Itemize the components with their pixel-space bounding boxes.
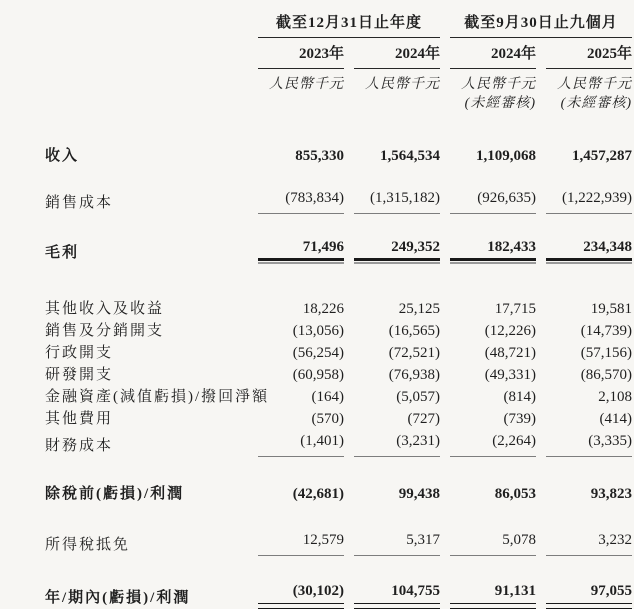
table-row-rd-expenses <box>45 364 632 386</box>
table-row-gross-profit <box>45 236 632 264</box>
value-9m2024: 86,053 <box>494 486 536 502</box>
audit-note <box>258 94 344 113</box>
row-label: 財務成本 <box>45 438 114 454</box>
value-2023: (42,681) <box>292 486 344 502</box>
value-2023: (60,958) <box>292 367 344 383</box>
table-row-revenue <box>45 145 632 167</box>
value-2024: (16,565) <box>388 323 440 339</box>
value-2024: (5,057) <box>396 389 440 405</box>
value-9m2024: 17,715 <box>494 301 536 317</box>
value-9m2025: (14,739) <box>580 323 632 339</box>
audit-note <box>354 94 440 113</box>
value-2023: (1,401) <box>258 430 344 457</box>
row-label: 金融資產(減值虧損)/撥回淨額 <box>45 389 270 405</box>
value-2023: 18,226 <box>302 301 344 317</box>
row-label: 行政開支 <box>45 345 114 361</box>
unit-label <box>354 75 440 113</box>
value-9m2025: 1,457,287 <box>572 148 632 164</box>
value-2024: 104,755 <box>354 580 440 609</box>
value-9m2024: (926,635) <box>450 187 536 214</box>
period-group-nine-months-sep30: 截至9月30日止九個月 <box>450 14 632 38</box>
row-label: 所得稅抵免 <box>45 537 131 553</box>
value-2024: (76,938) <box>388 367 440 383</box>
currency-unit: 人民幣千元 <box>557 77 632 92</box>
value-9m2025: (1,222,939) <box>546 187 632 214</box>
value-9m2025: 19,581 <box>590 301 632 317</box>
value-2023: (30,102) <box>258 580 344 609</box>
row-label: 年/期內(虧損)/利潤 <box>45 590 191 606</box>
row-label: 其他收入及收益 <box>45 301 165 317</box>
year-column-2024: 2024年 <box>354 45 440 69</box>
currency-unit: 人民幣千元 <box>269 77 344 92</box>
value-2023: 12,579 <box>258 529 344 556</box>
value-9m2024: 91,131 <box>450 580 536 609</box>
value-9m2024: 1,109,068 <box>476 148 536 164</box>
value-9m2025: 93,823 <box>590 486 632 502</box>
value-9m2024: (49,331) <box>484 367 536 383</box>
header-period-groups <box>45 14 632 38</box>
value-9m2024: (739) <box>503 411 536 427</box>
currency-unit: 人民幣千元 <box>365 77 440 92</box>
table-row-selling-distribution-expenses <box>45 320 632 342</box>
value-2023: 855,330 <box>295 148 344 164</box>
table-row-profit-for-period <box>45 580 632 609</box>
value-9m2025: 2,108 <box>598 389 632 405</box>
period-group-year-ended-dec31: 截至12月31日止年度 <box>258 14 440 38</box>
value-9m2025: 3,232 <box>546 529 632 556</box>
value-9m2025: (414) <box>599 411 632 427</box>
table-row-income-tax-credit <box>45 529 632 556</box>
value-2023: (570) <box>311 411 344 427</box>
value-2024: (72,521) <box>388 345 440 361</box>
row-label: 除稅前(虧損)/利潤 <box>45 486 185 502</box>
header-units <box>45 75 632 113</box>
value-2024: (727) <box>407 411 440 427</box>
unit-label <box>258 75 344 113</box>
value-9m2024: 5,078 <box>450 529 536 556</box>
value-2023: (13,056) <box>292 323 344 339</box>
value-2024: (1,315,182) <box>354 187 440 214</box>
value-9m2024: (2,264) <box>450 430 536 457</box>
row-label: 銷售成本 <box>45 195 114 211</box>
value-2024: (3,231) <box>354 430 440 457</box>
value-9m2025: 234,348 <box>546 236 632 264</box>
unit-label <box>450 75 536 113</box>
value-9m2025: 97,055 <box>546 580 632 609</box>
value-2023: (56,254) <box>292 345 344 361</box>
value-9m2025: (57,156) <box>580 345 632 361</box>
row-label: 收入 <box>45 148 80 164</box>
table-row-cost-of-sales <box>45 187 632 214</box>
row-label: 毛利 <box>45 245 80 261</box>
value-2024: 99,438 <box>398 486 440 502</box>
value-9m2024: (814) <box>503 389 536 405</box>
row-label: 其他費用 <box>45 411 114 427</box>
table-row-other-income <box>45 298 632 320</box>
currency-unit: 人民幣千元 <box>461 77 536 92</box>
audit-note-unaudited: (未經審核) <box>464 96 536 111</box>
table-row-finance-costs <box>45 430 632 457</box>
table-row-other-expenses <box>45 408 632 430</box>
year-column-2025-interim: 2025年 <box>546 45 632 69</box>
value-2024: 1,564,534 <box>380 148 440 164</box>
value-9m2025: (3,335) <box>546 430 632 457</box>
value-9m2025: (86,570) <box>580 367 632 383</box>
year-column-2024-interim: 2024年 <box>450 45 536 69</box>
row-label: 銷售及分銷開支 <box>45 323 165 339</box>
value-2024: 5,317 <box>354 529 440 556</box>
audit-note-unaudited: (未經審核) <box>560 96 632 111</box>
value-9m2024: (48,721) <box>484 345 536 361</box>
value-2023: (164) <box>311 389 344 405</box>
year-column-2023: 2023年 <box>258 45 344 69</box>
value-9m2024: 182,433 <box>450 236 536 264</box>
table-row-profit-before-tax <box>45 483 632 505</box>
table-row-financial-assets-impairment <box>45 386 632 408</box>
value-2023: (783,834) <box>258 187 344 214</box>
value-2023: 71,496 <box>258 236 344 264</box>
value-2024: 25,125 <box>398 301 440 317</box>
unit-label <box>546 75 632 113</box>
row-label: 研發開支 <box>45 367 114 383</box>
value-9m2024: (12,226) <box>484 323 536 339</box>
table-row-administrative-expenses <box>45 342 632 364</box>
value-2024: 249,352 <box>354 236 440 264</box>
header-years <box>45 45 632 69</box>
